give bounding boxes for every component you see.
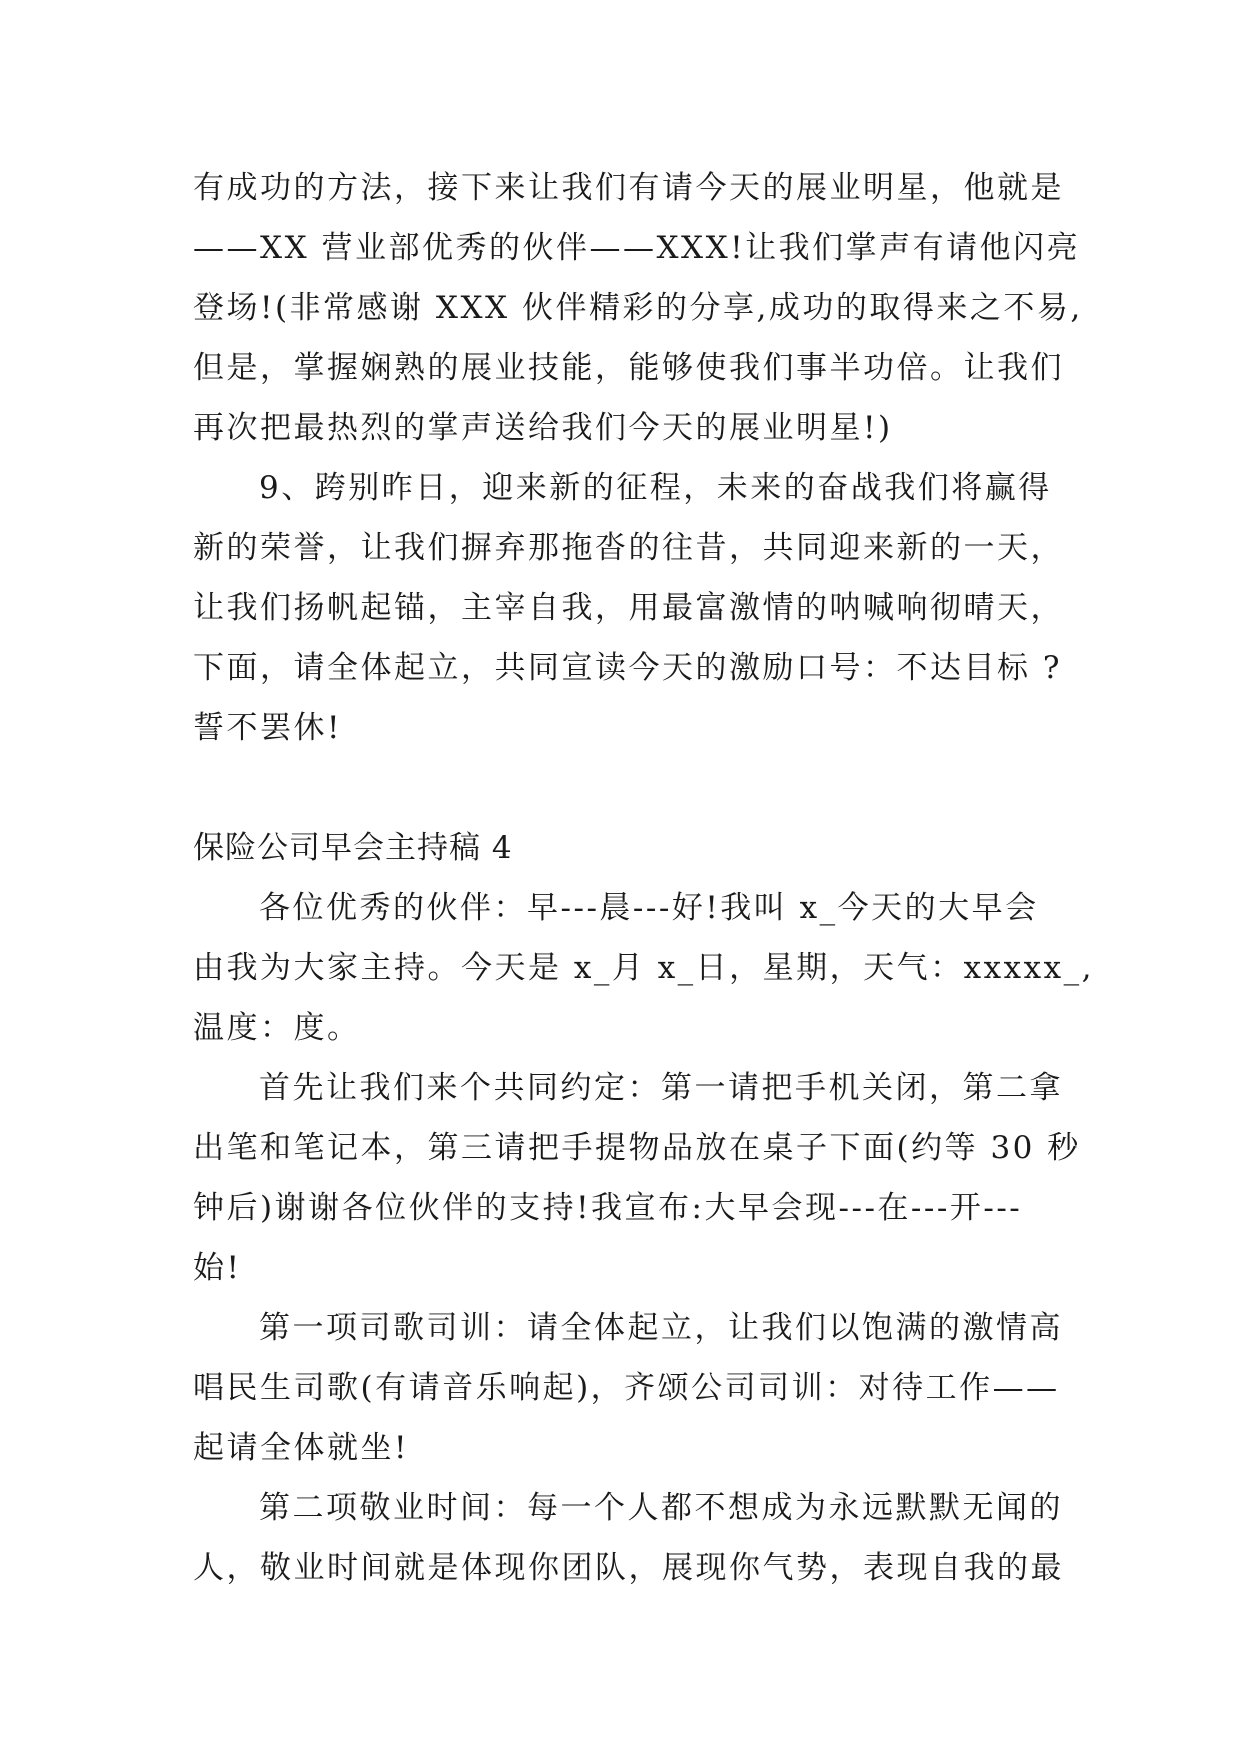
text-line: 再次把最热烈的掌声送给我们今天的展业明星!) <box>193 410 893 446</box>
paragraph-item-1 <box>193 1298 1083 1478</box>
paragraph-agreement <box>193 1058 1083 1298</box>
text-line: 唱民生司歌(有请音乐响起)，齐颂公司司训：对待工作—— <box>193 1370 1060 1406</box>
text-line: 首先让我们来个共同约定：第一请把手机关闭，第二拿 <box>259 1070 1063 1106</box>
text-line: 由我为大家主持。今天是 x_月 x_日，星期，天气：xxxxx_, <box>193 950 1094 986</box>
text-line: 温度：度。 <box>193 1010 361 1046</box>
text-line: 9、跨别昨日，迎来新的征程，未来的奋战我们将赢得 <box>259 470 1052 506</box>
text-line: 人，敬业时间就是体现你团队，展现你气势，表现自我的最 <box>193 1550 1064 1586</box>
text-line: 但是，掌握娴熟的展业技能，能够使我们事半功倍。让我们 <box>193 350 1064 386</box>
text-line: 第二项敬业时间：每一个人都不想成为永远默默无闻的 <box>259 1490 1063 1526</box>
spacer <box>193 758 1083 818</box>
text-line: 钟后)谢谢各位伙伴的支持!我宣布:大早会现---在---开--- <box>193 1190 1023 1226</box>
text-line: 让我们扬帆起锚，主宰自我，用最富激情的呐喊响彻晴天， <box>193 590 1064 626</box>
paragraph-9 <box>193 458 1083 758</box>
text-line: 始! <box>193 1250 242 1286</box>
text-line: 新的荣誉，让我们摒弃那拖沓的往昔，共同迎来新的一天， <box>193 530 1064 566</box>
text-line: ——XX 营业部优秀的伙伴——XXX!让我们掌声有请他闪亮 <box>193 230 1081 266</box>
text-line: 出笔和笔记本，第三请把手提物品放在桌子下面(约等 30 秒 <box>193 1130 1081 1166</box>
paragraph-star-intro <box>193 158 1083 458</box>
text-line: 起请全体就坐! <box>193 1430 409 1466</box>
text-line: 誓不罢休! <box>193 710 342 746</box>
text-line: 有成功的方法，接下来让我们有请今天的展业明星，他就是 <box>193 170 1064 206</box>
section-heading: 保险公司早会主持稿 4 <box>193 830 513 866</box>
text-line: 登场!(非常感谢 XXX 伙伴精彩的分享,成功的取得来之不易, <box>193 290 1083 326</box>
paragraph-item-2 <box>193 1478 1083 1598</box>
document-body <box>193 158 1094 1598</box>
text-line: 第一项司歌司训：请全体起立，让我们以饱满的激情高 <box>259 1310 1063 1346</box>
text-line: 下面，请全体起立，共同宣读今天的激励口号：不达目标 ? <box>193 650 1062 686</box>
paragraph-greeting <box>193 878 1094 1058</box>
text-line: 各位优秀的伙伴：早---晨---好!我叫 x_今天的大早会 <box>259 890 1039 926</box>
